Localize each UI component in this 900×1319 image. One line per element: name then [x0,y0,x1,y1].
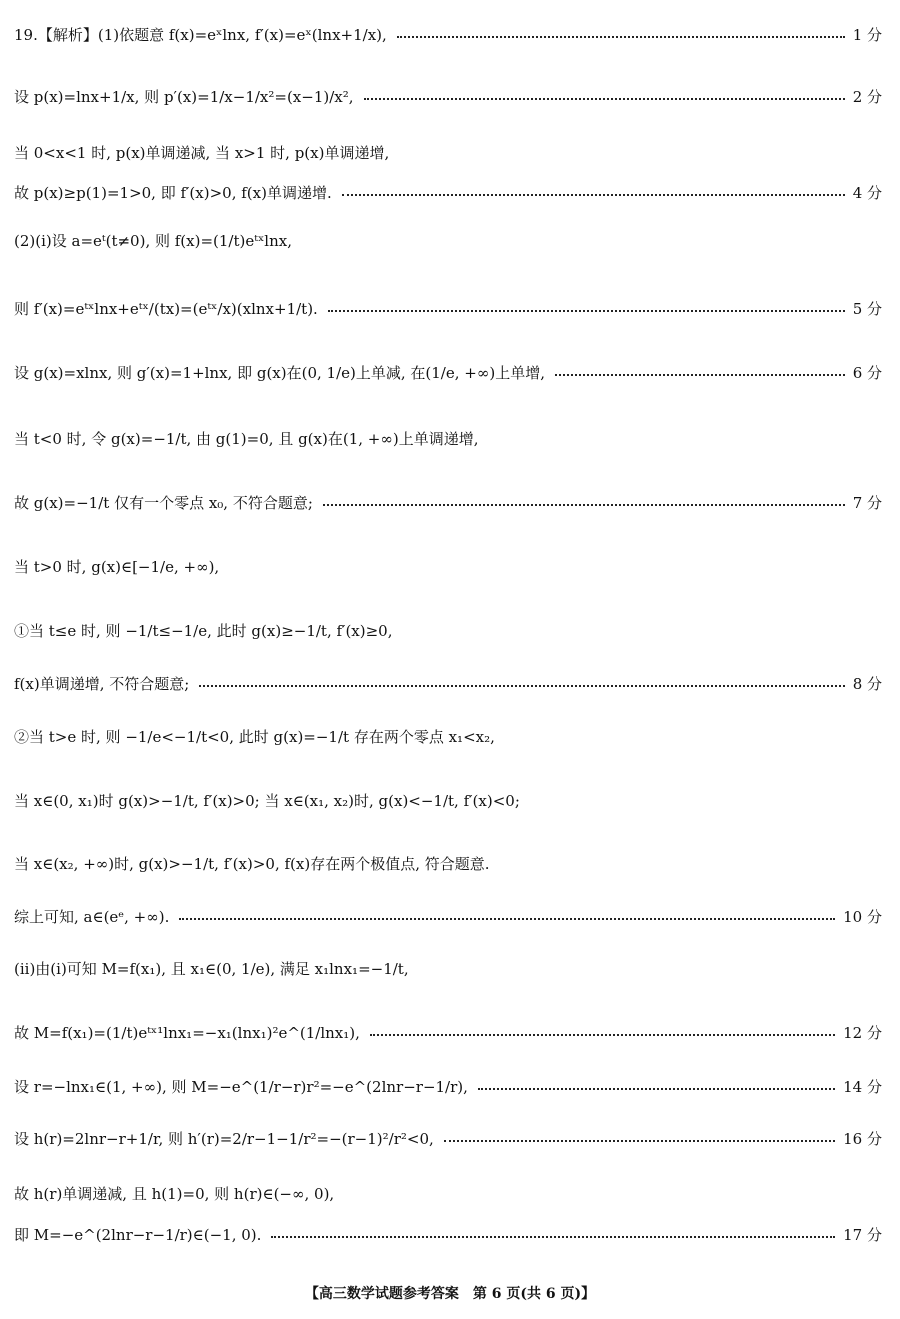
solution-line [14,1076,882,1097]
solution-text: 综上可知, a∈(eᵉ, +∞). [14,908,170,926]
solution-line [14,492,882,513]
solution-text: 当 t>0 时, g(x)∈[−1/e, +∞), [14,558,220,576]
solution-line [14,1128,882,1149]
score-label: 5 分 [852,300,882,318]
solution-text: 设 g(x)=xlnx, 则 g′(x)=1+lnx, 即 g(x)在(0, 1/e)上单减, 在(1/e, +∞)上单增, [14,364,545,382]
solution-text: (2)(i)设 a=eᵗ(t≠0), 则 f(x)=(1/t)eᵗˣlnx, [14,232,292,250]
leader-dots [342,194,845,196]
score-label: 17 分 [843,1226,882,1244]
score-label: 8 分 [852,675,882,693]
solution-line [14,86,882,107]
score-label: 7 分 [852,494,882,512]
leader-dots [199,685,844,687]
solution-text: ②当 t>e 时, 则 −1/e<−1/t<0, 此时 g(x)=−1/t 存在两个零点 x₁<x₂, [14,728,495,746]
leader-dots [179,918,835,920]
leader-dots [271,1236,835,1238]
solution-text: 故 g(x)=−1/t 仅有一个零点 x₀, 不符合题意; [14,494,313,512]
solution-text: 设 p(x)=lnx+1/x, 则 p′(x)=1/x−1/x²=(x−1)/x², [14,88,354,106]
solution-line [14,620,882,641]
score-label: 10 分 [843,908,882,926]
solution-line [14,853,882,874]
solution-text: 则 f′(x)=eᵗˣlnx+eᵗˣ/(tx)=(eᵗˣ/x)(xlnx+1/t). [14,300,318,318]
solution-line [14,556,882,577]
score-label: 1 分 [852,26,882,44]
leader-dots [323,504,845,506]
page-footer: 【高三数学试题参考答案 第 6 页(共 6 页)】 [304,1286,596,1302]
solution-line [14,298,882,319]
solution-text: 当 x∈(0, x₁)时 g(x)>−1/t, f′(x)>0; 当 x∈(x₁, x₂)时, g(x)<−1/t, f′(x)<0; [14,792,520,810]
leader-dots [370,1034,835,1036]
score-label: 16 分 [843,1130,882,1148]
solution-line [14,230,882,251]
solution-line [14,1183,882,1204]
solution-text: 当 0<x<1 时, p(x)单调递减, 当 x>1 时, p(x)单调递增, [14,144,390,162]
leader-dots [328,310,845,312]
solution-line [14,1224,882,1245]
solution-text: f(x)单调递增, 不符合题意; [14,675,190,693]
solution-line [14,726,882,747]
score-label: 4 分 [852,184,882,202]
solution-line [14,1022,882,1043]
solution-line [14,428,882,449]
score-label: 14 分 [843,1078,882,1096]
solution-line [14,182,882,203]
solution-line [14,906,882,927]
solution-line [14,142,882,163]
leader-dots [555,374,845,376]
solution-text: 故 p(x)≥p(1)=1>0, 即 f′(x)>0, f(x)单调递增. [14,184,332,202]
solution-text: (ii)由(i)可知 M=f(x₁), 且 x₁∈(0, 1/e), 满足 x₁lnx₁=−1/t, [14,960,409,978]
solution-text: 设 h(r)=2lnr−r+1/r, 则 h′(r)=2/r−1−1/r²=−(r−1)²/r²<0, [14,1130,434,1148]
solution-line [14,958,882,979]
solution-text: 故 h(r)单调递减, 且 h(1)=0, 则 h(r)∈(−∞, 0), [14,1185,335,1203]
solution-line [14,790,882,811]
leader-dots [397,36,845,38]
score-label: 2 分 [852,88,882,106]
solution-text: 当 t<0 时, 令 g(x)=−1/t, 由 g(1)=0, 且 g(x)在(1, +∞)上单调递增, [14,430,479,448]
solution-text: 设 r=−lnx₁∈(1, +∞), 则 M=−e^(1/r−r)r²=−e^(2lnr−r−1/r), [14,1078,468,1096]
solution-text: 当 x∈(x₂, +∞)时, g(x)>−1/t, f′(x)>0, f(x)存在两个极值点, 符合题意. [14,855,490,873]
leader-dots [364,98,845,100]
solution-line [14,673,882,694]
leader-dots [478,1088,835,1090]
leader-dots [444,1140,835,1142]
solution-text: 即 M=−e^(2lnr−r−1/r)∈(−1, 0). [14,1226,262,1244]
solution-line [14,24,882,45]
solution-text: ①当 t≤e 时, 则 −1/t≤−1/e, 此时 g(x)≥−1/t, f′(x)≥0, [14,622,393,640]
score-label: 12 分 [843,1024,882,1042]
solution-text: 故 M=f(x₁)=(1/t)eᵗˣ¹lnx₁=−x₁(lnx₁)²e^(1/lnx₁), [14,1024,360,1042]
score-label: 6 分 [852,364,882,382]
solution-text: 19.【解析】(1)依题意 f(x)=eˣlnx, f′(x)=eˣ(lnx+1/x), [14,26,387,44]
solution-line [14,362,882,383]
